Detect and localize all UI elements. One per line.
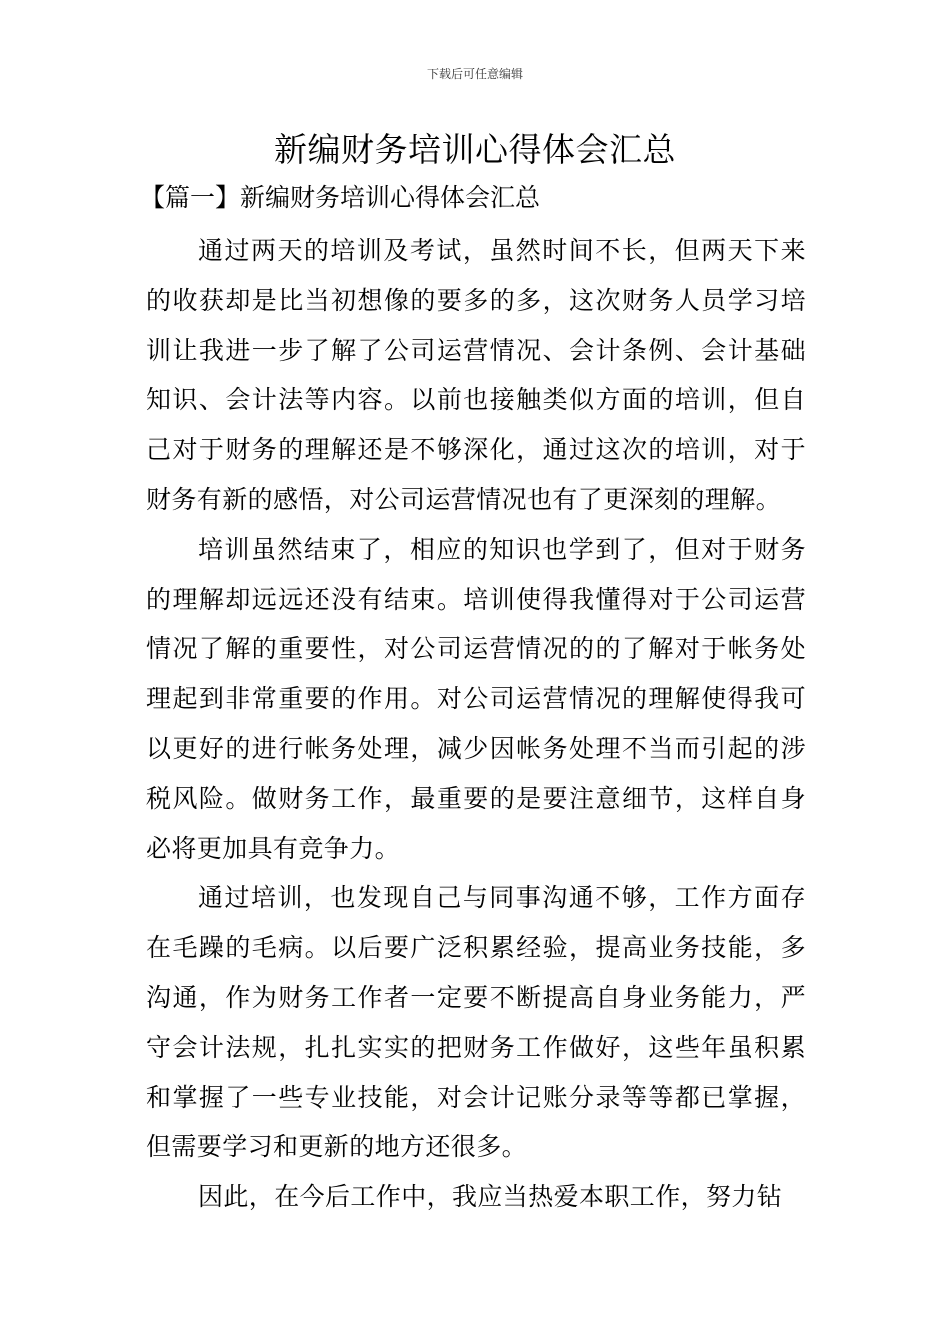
paragraph-4: 因此，在今后工作中，我应当热爱本职工作，努力钻 (198, 1182, 783, 1212)
section-heading: 【篇一】新编财务培训心得体会汇总 (140, 183, 541, 212)
document-title: 新编财务培训心得体会汇总 (274, 130, 676, 169)
document-body (146, 226, 806, 1222)
paragraph-1: 通过两天的培训及考试，虽然时间不长，但两天下来的收获却是比当初想像的要多的多，这次财务人员学习培训让我进一步了解了公司运营情况、会计条例、会计基础知识、会计法等内容。以前也接触类似方面的培训，但自己对于财务的理解还是不够深化，通过这次的培训，对于财务有新的感悟，对公司运营情况也有了更深刻的理解。 (146, 236, 806, 514)
header-note: 下载后可任意编辑 (426, 67, 523, 81)
paragraph-2: 培训虽然结束了，相应的知识也学到了，但对于财务的理解却远远还没有结束。培训使得我懂得对于公司运营情况了解的重要性，对公司运营情况的的了解对于帐务处理起到非常重要的作用。对公司运营情况的理解使得我可以更好的进行帐务处理，减少因帐务处理不当而引起的涉税风险。做财务工作，最重要的是要注意细节，这样自身必将更加具有竞争力。 (146, 534, 806, 863)
paragraph-3: 通过培训，也发现自己与同事沟通不够，工作方面存在毛躁的毛病。以后要广泛积累经验，提高业务技能，多沟通，作为财务工作者一定要不断提高自身业务能力，严守会计法规，扎扎实实的把财务工作做好，这些年虽积累和掌握了一些专业技能，对会计记账分录等等都已掌握，但需要学习和更新的地方还很多。 (146, 883, 806, 1162)
